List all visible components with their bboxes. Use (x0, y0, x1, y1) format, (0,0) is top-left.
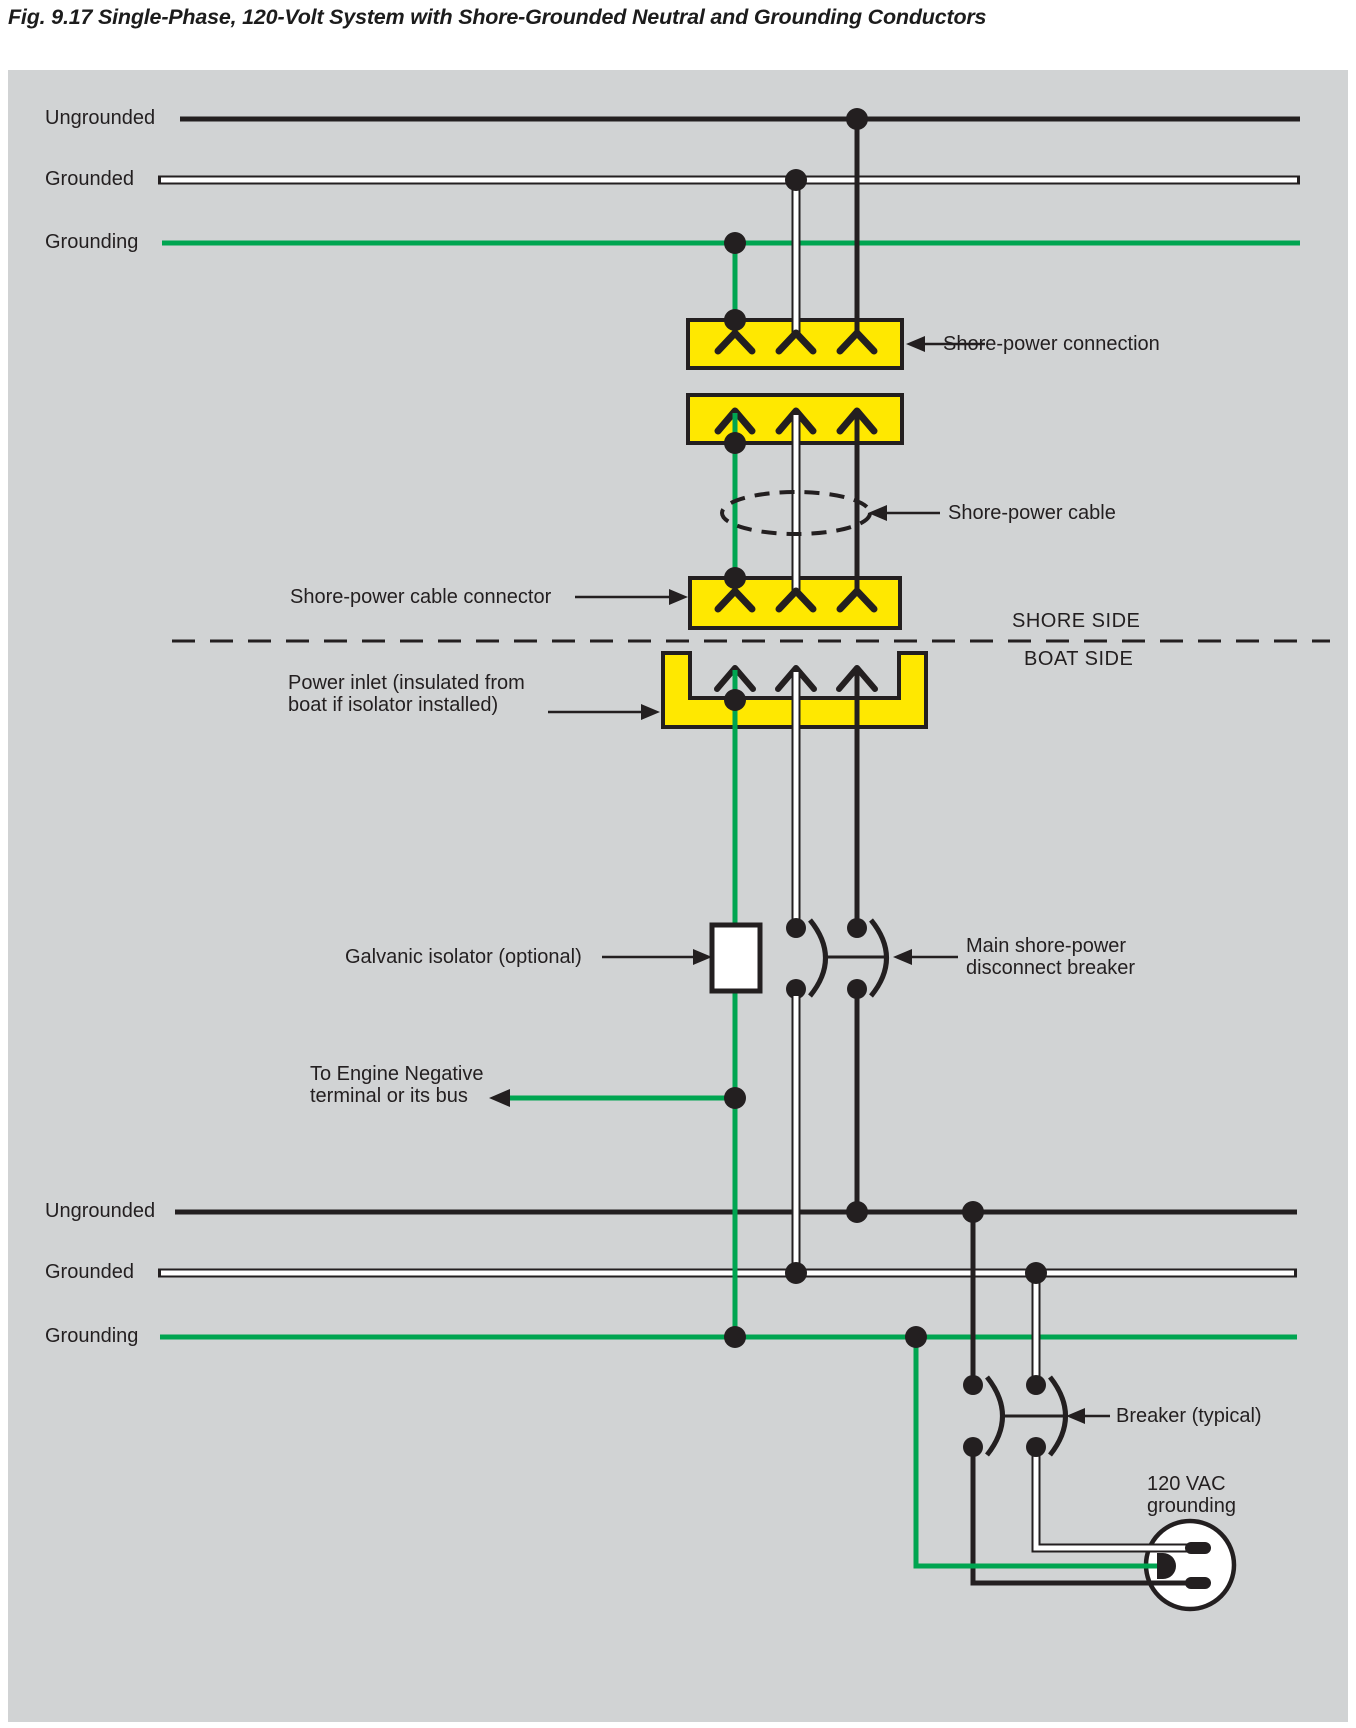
label-main-breaker (966, 935, 1135, 979)
breaker-contact-dot (786, 918, 806, 938)
label-ungrounded-bottom: Ungrounded (45, 1200, 156, 1222)
breaker-contact-dot (1026, 1375, 1046, 1395)
label-grounded-bottom: Grounded (45, 1261, 134, 1283)
junction-dot (724, 1087, 746, 1109)
outlet-neutral-slot-icon (1185, 1542, 1211, 1554)
label-engine-negative-line2: terminal or its bus (310, 1085, 468, 1107)
junction-dot (724, 432, 746, 454)
label-grounding-top: Grounding (45, 231, 139, 253)
figure-title: Fig. 9.17 Single-Phase, 120-Volt System with Shore-Grounded Neutral and Grounding Conductors (8, 5, 987, 29)
label-grounded-top: Grounded (45, 168, 134, 190)
label-shore-side: SHORE SIDE (1012, 610, 1141, 632)
label-outlet (1147, 1473, 1236, 1517)
breaker-contact-dot (963, 1437, 983, 1457)
label-outlet-line2: grounding (1147, 1495, 1236, 1517)
breaker-contact-dot (847, 918, 867, 938)
junction-dot (724, 689, 746, 711)
breaker-contact-dot (1026, 1437, 1046, 1457)
label-main-breaker-line2: disconnect breaker (966, 957, 1135, 979)
label-main-breaker-line1: Main shore-power (966, 935, 1127, 957)
junction-dot (785, 169, 807, 191)
label-engine-negative (310, 1063, 483, 1107)
galvanic-isolator-box (712, 925, 760, 991)
junction-dot (962, 1201, 984, 1223)
breaker-contact-dot (963, 1375, 983, 1395)
junction-dot (846, 108, 868, 130)
label-power-inlet-line2: boat if isolator installed) (288, 694, 499, 716)
label-breaker-typical: Breaker (typical) (1116, 1405, 1262, 1427)
junction-dot (724, 567, 746, 589)
junction-dot (905, 1326, 927, 1348)
outlet-hot-slot-icon (1185, 1577, 1211, 1589)
junction-dot (724, 1326, 746, 1348)
label-shore-power-cable: Shore-power cable (948, 502, 1116, 524)
label-grounding-bottom: Grounding (45, 1325, 139, 1347)
label-engine-negative-line1: To Engine Negative (310, 1063, 484, 1085)
label-shore-power-connection: Shore-power connection (943, 333, 1160, 355)
junction-dot (1025, 1262, 1047, 1284)
junction-dot (785, 1262, 807, 1284)
junction-dot (724, 232, 746, 254)
label-shore-power-cable-connector: Shore-power cable connector (290, 586, 552, 608)
junction-dot (846, 1201, 868, 1223)
label-boat-side: BOAT SIDE (1024, 648, 1134, 670)
junction-dot (724, 309, 746, 331)
label-galvanic-isolator: Galvanic isolator (optional) (345, 946, 582, 968)
label-power-inlet (288, 672, 525, 716)
label-ungrounded-top: Ungrounded (45, 107, 156, 129)
label-power-inlet-line1: Power inlet (insulated from (288, 672, 525, 694)
label-outlet-line1: 120 VAC (1147, 1473, 1226, 1495)
